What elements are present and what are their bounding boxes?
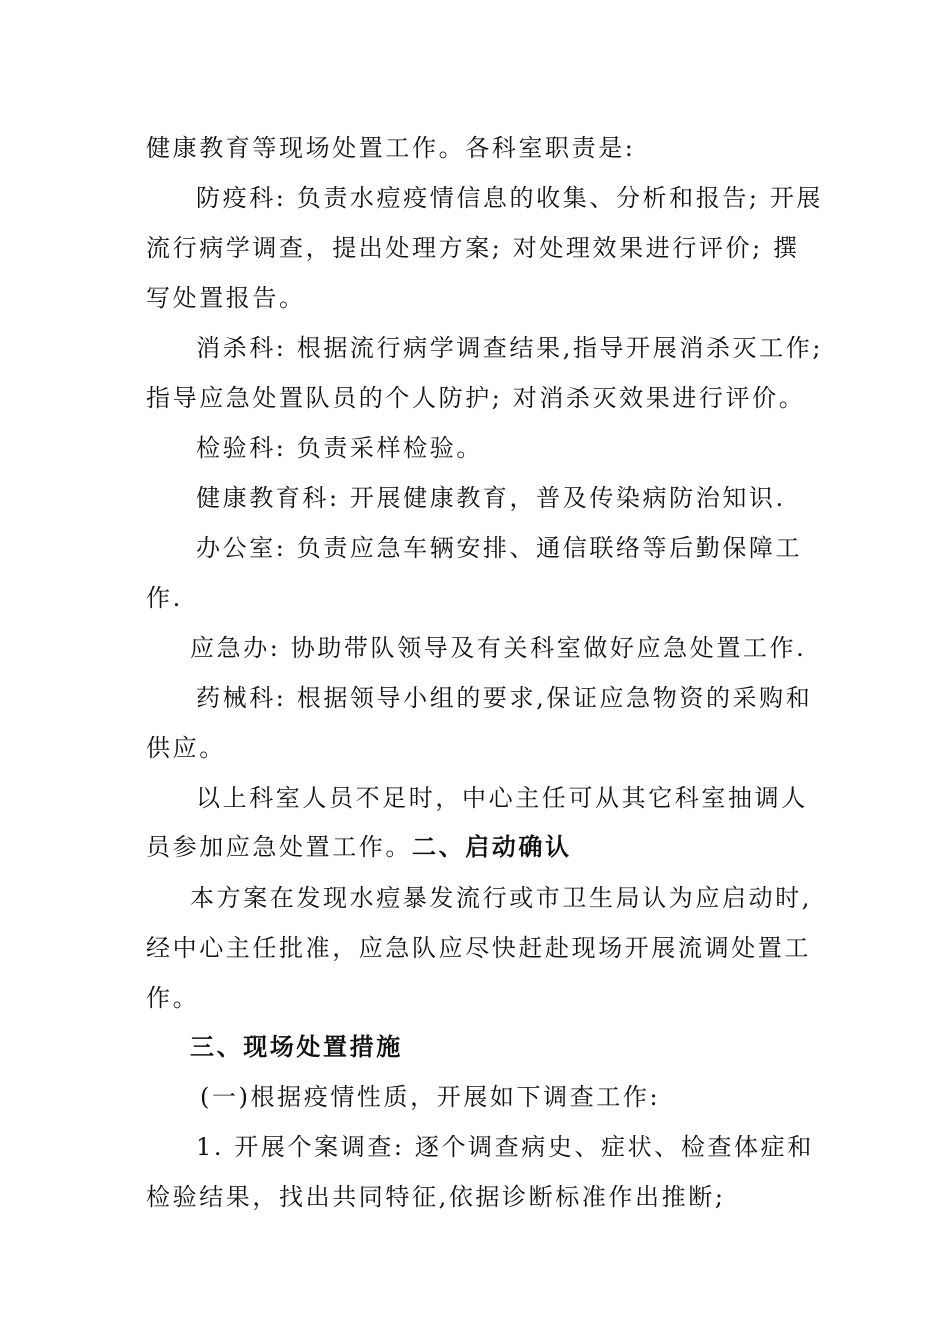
paragraph-line: 本方案在发现水痘暴发流行或市卫生局认为应启动时, — [190, 884, 813, 912]
paragraph-line: 作。 — [146, 984, 200, 1012]
paragraph-line: 消杀科: 根据流行病学调查结果,指导开展消杀灭工作; — [196, 334, 824, 362]
paragraph-line: 供应。 — [146, 734, 226, 762]
paragraph-line: 指导应急处置队员的个人防护; 对消杀灭效果进行评价。 — [146, 384, 806, 412]
paragraph-line: 检验结果，找出共同特征,依据诊断标准作出推断; — [146, 1183, 726, 1211]
paragraph-line: 1. 开展个案调查: 逐个调查病史、症状、检查体症和 — [196, 1133, 814, 1161]
paragraph-line: (一)根据疫情性质，开展如下调查工作: — [200, 1083, 661, 1111]
paragraph-line: 防疫科: 负责水痘疫情信息的收集、分析和报告; 开展 — [196, 184, 824, 212]
paragraph-line: 应急办: 协助带队领导及有关科室做好应急处置工作. — [190, 634, 807, 662]
paragraph-line: 以上科室人员不足时，中心主任可从其它科室抽调人 — [196, 784, 808, 812]
paragraph-line: 健康教育等现场处置工作。各科室职责是: — [146, 134, 636, 162]
paragraph-line: 作. — [146, 584, 183, 612]
paragraph-line: 检验科: 负责采样检验。 — [196, 434, 483, 462]
paragraph-line — [146, 830, 826, 864]
paragraph-line: 写处置报告。 — [146, 284, 306, 312]
paragraph-text: 员参加应急处置工作。 — [146, 833, 412, 861]
paragraph-line: 健康教育科: 开展健康教育，普及传染病防治知识. — [196, 484, 786, 512]
paragraph-line: 药械科: 根据领导小组的要求,保证应急物资的采购和 — [196, 684, 813, 712]
paragraph-line: 经中心主任批准，应急队应尽快赶赴现场开展流调处置工 — [146, 934, 811, 962]
paragraph-line: 流行病学调查，提出处理方案; 对处理效果进行评价; 撰 — [146, 234, 800, 262]
section-heading-3: 三、现场处置措施 — [190, 1033, 403, 1061]
section-heading-2: 二、启动确认 — [412, 833, 572, 861]
paragraph-line: 办公室: 负责应急车辆安排、通信联络等后勤保障工 — [196, 534, 803, 562]
